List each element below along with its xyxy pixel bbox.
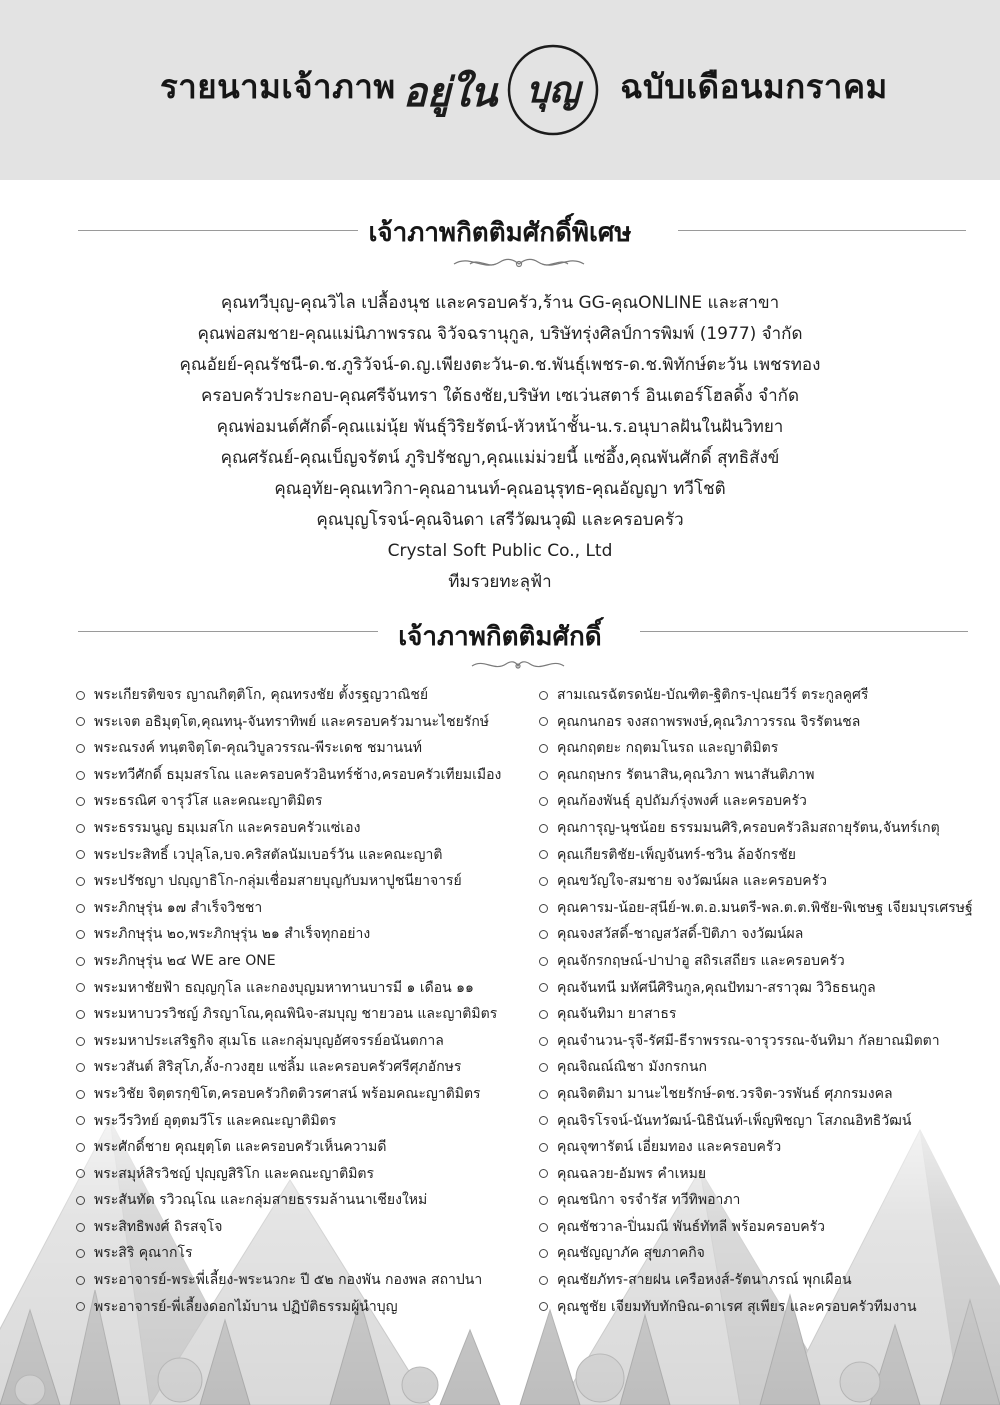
list-item-text: พระมหาบวรวิชญ์ ภิรญาโณ,คุณพินิจ-สมบุญ ชายวอน และญาติมิตร: [94, 1006, 498, 1023]
circle-bullet-icon: [76, 824, 85, 833]
list-item-text: พระสิทธิพงศ์ ถิรสจฺโจ: [94, 1218, 223, 1235]
list-item-text: คุณชัญญาภัค สุขภาคกิจ: [557, 1245, 705, 1262]
list-item: [76, 1214, 526, 1241]
special-sponsor-line: Crystal Soft Public Co., Ltd: [387, 541, 613, 561]
list-item: [539, 1267, 959, 1294]
list-item: [76, 842, 526, 869]
circle-bullet-icon: [76, 1090, 85, 1099]
circle-bullet-icon: [539, 1063, 548, 1072]
list-item: [76, 1294, 526, 1321]
list-item-text: สามเณรฉัตรดนัย-บัณฑิต-ฐิติกร-ปุณยวีร์ ตระกูลคูศรี: [557, 687, 869, 703]
circle-bullet-icon: [76, 744, 85, 753]
list-item-text: พระปรัชญา ปญฺญาธิโก-กลุ่มเชื่อมสายบุญกับมหาปูชนียาจารย์: [94, 873, 462, 890]
circle-bullet-icon: [539, 1143, 548, 1152]
list-item: [76, 895, 526, 922]
list-item: [539, 682, 959, 709]
list-item: [76, 735, 526, 762]
special-sponsor-list: [0, 288, 1000, 598]
list-item: [539, 709, 959, 736]
circle-bullet-icon: [539, 877, 548, 886]
list-item-text: พระภิกษุรุ่น ๒๐,พระภิกษุรุ่น ๒๑ สำเร็จทุกอย่าง: [94, 926, 371, 943]
list-item-text: คุณจันทิมา ยาสาธร: [557, 1006, 677, 1023]
list-item: [539, 1081, 959, 1108]
honorary-list-right: [539, 682, 973, 1320]
list-item: [539, 1108, 959, 1135]
list-item-text: คุณก้องพันธุ์ อุปถัมภ์รุ่งพงศ์ และครอบครัว: [557, 793, 807, 810]
logo-text-2: บุญ: [526, 69, 580, 111]
list-item: [539, 1187, 959, 1214]
list-item-text: พระวีรวิทย์ อุตฺตมวีโร และคณะญาติมิตร: [94, 1112, 337, 1129]
circle-bullet-icon: [539, 1090, 548, 1099]
list-item: [76, 788, 526, 815]
circle-bullet-icon: [76, 850, 85, 859]
special-sponsor-line: ทีมรวยทะลุฟ้า: [448, 572, 552, 592]
list-item: [76, 975, 526, 1002]
special-section-heading: เจ้าภาพกิตติมศักดิ์พิเศษ: [368, 218, 632, 248]
circle-bullet-icon: [76, 1196, 85, 1205]
circle-bullet-icon: [76, 1169, 85, 1178]
circle-bullet-icon: [76, 904, 85, 913]
list-item: [539, 868, 959, 895]
circle-bullet-icon: [539, 957, 548, 966]
list-item: [76, 1161, 526, 1188]
list-item-text: พระอาจารย์-พระพี่เลี้ยง-พระนวกะ ปี ๕๒ กองพัน กองพล สถาปนา: [94, 1272, 483, 1289]
circle-bullet-icon: [76, 930, 85, 939]
list-item: [539, 1240, 959, 1267]
list-item-text: พระเกียรติขจร ญาณกิตฺติโก, คุณทรงชัย ตั้งรฐญวาณิชย์: [94, 687, 429, 703]
list-item: [76, 1108, 526, 1135]
list-item: [539, 975, 959, 1002]
circle-bullet-icon: [76, 771, 85, 780]
list-item-text: คุณจำนวน-รุจี-รัศมี-ธีราพรรณ-จารุวรรณ-จันทิมา กัลยาณมิตตา: [557, 1032, 940, 1049]
list-item: [539, 948, 959, 975]
list-item: [76, 1267, 526, 1294]
circle-bullet-icon: [539, 1010, 548, 1019]
list-item: [539, 815, 959, 842]
list-item: [539, 1001, 959, 1028]
circle-bullet-icon: [539, 1196, 548, 1205]
list-item: [539, 895, 973, 922]
list-item-text: พระเจต อธิมุตฺโต,คุณทนุ-จันทราทิพย์ และครอบครัวมานะไชยรักษ์: [94, 713, 490, 730]
list-item: [539, 921, 959, 948]
circle-bullet-icon: [76, 717, 85, 726]
list-item: [539, 842, 959, 869]
list-item-text: คุณชัชวาล-ปิ่นมณี พันธ์ทัทลี พร้อมครอบครัว: [557, 1218, 825, 1235]
list-item-text: พระสิริ คุณากโร: [94, 1245, 193, 1262]
list-item: [76, 921, 526, 948]
list-item: [539, 788, 959, 815]
list-item-text: พระมหาชัยฟ้า ธญฺญกุโล และกองบุญมหาทานบารมี ๑ เดือน ๑๑: [94, 979, 474, 996]
list-item: [76, 1054, 526, 1081]
list-item-text: พระอาจารย์-พี่เลี้ยงดอกไม้บาน ปฏิบัติธรรมผู้นำบุญ: [94, 1298, 398, 1315]
list-item: [539, 1161, 959, 1188]
list-item-text: พระภิกษุรุ่น ๑๗ สำเร็จวิชชา: [94, 899, 263, 916]
special-sponsor-line: ครอบครัวประกอบ-คุณศรีจันทรา ใต้ธงชัย,บริษัท เซเว่นสตาร์ อินเตอร์โฮลดิ้ง จำกัด: [201, 386, 799, 406]
circle-bullet-icon: [539, 744, 548, 753]
circle-bullet-icon: [539, 1116, 548, 1125]
circle-bullet-icon: [539, 983, 548, 992]
header-title-left: รายนามเจ้าภาพ: [160, 67, 396, 106]
circle-bullet-icon: [539, 1276, 548, 1285]
list-item-text: คุณจุฑารัตน์ เอี่ยมทอง และครอบครัว: [557, 1139, 782, 1156]
circle-bullet-icon: [76, 691, 85, 700]
list-item: [76, 868, 526, 895]
list-item-text: คุณชูชัย เจียมทับทักษิณ-ดาเรศ สุเพียร และครอบครัวทีมงาน: [557, 1298, 917, 1315]
list-item: [76, 1187, 526, 1214]
list-item-text: พระทวีศักดิ์ ธมฺมสรโณ และครอบครัวอินทร์ช้าง,ครอบครัวเทียมเมือง: [94, 766, 502, 783]
list-item-text: คุณจักรกฤษณ์-ปาปาอู สถิรเสถียร และครอบครัว: [557, 952, 845, 969]
list-item-text: พระสันทัด รวิวณฺโณ และกลุ่มสายธรรมล้านนาเชียงใหม่: [94, 1192, 428, 1209]
list-item: [76, 1134, 526, 1161]
list-item-text: คุณจิรโรจน์-นันทวัฒน์-นิธินันท์-เพ็ญพิชญา โสภณอิทธิวัฒน์: [557, 1112, 912, 1129]
circle-bullet-icon: [76, 1223, 85, 1232]
list-item-text: พระสมุห์สิรวิชญ์ ปุญฺญสิริโก และคณะญาติมิตร: [94, 1165, 375, 1182]
special-sponsor-line: คุณพ่อสมชาย-คุณแม่นิภาพรรณ จิวัจฉรานุกูล, บริษัทรุ่งศิลป์การพิมพ์ (1977) จำกัด: [197, 324, 803, 344]
list-item-text: พระมหาประเสริฐกิจ สุเมโธ และกลุ่มบุญอัศจรรย์อนันตกาล: [94, 1032, 444, 1049]
circle-bullet-icon: [539, 850, 548, 859]
circle-bullet-icon: [76, 1276, 85, 1285]
list-item-text: คุณชนิกา จรจำรัส ทวีทิพอาภา: [557, 1192, 741, 1209]
circle-bullet-icon: [76, 877, 85, 886]
list-item: [539, 1134, 959, 1161]
circle-bullet-icon: [539, 797, 548, 806]
list-item-text: คุณฉลวย-อัมพร คำเหมย: [557, 1165, 707, 1182]
list-item-text: คุณคารม-น้อย-สุนีย์-พ.ต.อ.มนตรี-พล.ต.ต.พิชัย-พิเชษฐ เจียมบุรเศรษฐ์: [557, 899, 973, 916]
circle-bullet-icon: [539, 930, 548, 939]
list-item: [539, 1294, 959, 1321]
list-item-text: พระธรรมนูญ ธมฺเมสโก และครอบครัวแซ่เอง: [94, 819, 361, 836]
list-item-text: คุณขวัญใจ-สมชาย จงวัฒน์ผล และครอบครัว: [557, 873, 827, 890]
list-item-text: คุณจิณณ์ณิชา มังกรกนก: [557, 1059, 707, 1076]
special-sponsor-line: คุณทวีบุญ-คุณวิไล เปลื้องนุช และครอบครัว,ร้าน GG-คุณONLINE และสาขา: [220, 293, 780, 313]
circle-bullet-icon: [76, 1143, 85, 1152]
list-item: [539, 735, 959, 762]
circle-bullet-icon: [76, 1063, 85, 1072]
list-item-text: พระศักดิ์ชาย คุณยุตฺโต และครอบครัวเห็นความดี: [94, 1139, 387, 1156]
list-item-text: คุณเกียรติชัย-เพ็ญจันทร์-ชวิน ล้อจักรชัย: [557, 846, 796, 863]
list-item: [76, 682, 526, 709]
list-item: [76, 1001, 526, 1028]
special-sponsor-line: คุณบุญโรจน์-คุณจินดา เสรีวัฒนวุฒิ และครอบครัว: [316, 510, 684, 530]
list-item-text: คุณชัยภัทร-สายฝน เครือหงส์-รัตนาภรณ์ พุกเผือน: [557, 1272, 852, 1289]
special-sponsor-line: คุณศรัณย์-คุณเบ็ญจรัตน์ ภูริปรัชญา,คุณแม่ม่วยนี้ แซ่อึ้ง,คุณพันศักดิ์ สุทธิสังข์: [220, 448, 780, 468]
circle-bullet-icon: [539, 717, 548, 726]
flourish-ornament: [450, 252, 588, 274]
list-item-text: คุณการุญ-นุชน้อย ธรรมมนศิริ,ครอบครัวลิมสถายุรัตน,จันทร์เกตุ: [557, 819, 940, 836]
list-item-text: คุณกฤตยะ กฤตมโนรถ และญาติมิตร: [557, 740, 779, 757]
list-item: [76, 1081, 526, 1108]
honorary-list-left: [76, 682, 526, 1320]
circle-bullet-icon: [539, 1037, 548, 1046]
list-item-text: คุณจิตติมา มานะไชยรักษ์-ดช.วรจิต-วรพันธ์ ศุภกรมงคล: [557, 1085, 893, 1102]
list-item: [76, 948, 526, 975]
circle-bullet-icon: [539, 1249, 548, 1258]
list-item: [76, 762, 526, 789]
list-item-text: พระภิกษุรุ่น ๒๔ WE are ONE: [94, 952, 276, 969]
circle-bullet-icon: [539, 1302, 548, 1311]
list-item: [76, 709, 526, 736]
list-item-text: พระวิชัย จิตฺตรกฺขิโต,ครอบครัวกิตติวรศาสน์ พร้อมคณะญาติมิตร: [94, 1085, 481, 1102]
list-item-text: พระวสันต์ สิริสุโภ,ลั้ง-กวงฮุย แซ่ลิ้ม และครอบครัวศรีศุภอักษร: [94, 1059, 462, 1076]
flourish-ornament: [468, 656, 568, 674]
circle-bullet-icon: [76, 1037, 85, 1046]
special-sponsor-line: คุณอุทัย-คุณเทวิกา-คุณอานนท์-คุณอนุรุทธ-คุณอัญญา ทวีโชติ: [274, 479, 726, 499]
list-item-text: พระประสิทธิ์ เวปุลฺโล,บจ.คริสตัลนัมเบอร์วัน และคณะญาติ: [94, 846, 443, 863]
special-sponsor-line: คุณพ่อมนต์ศักดิ์-คุณแม่นุ้ย พันธุ์วิริยรัตน์-หัวหน้าชั้น-น.ร.อนุบาลฝันในฝันวิทยา: [216, 417, 784, 437]
list-item-text: คุณกนกอร จงสถาพรพงษ์,คุณวิภาวรรณ จิรรัตนชล: [557, 713, 861, 730]
list-item: [539, 762, 959, 789]
circle-bullet-icon: [76, 797, 85, 806]
list-item-text: คุณกฤษกร รัตนาสิน,คุณวิภา พนาสันติภาพ: [557, 766, 815, 783]
circle-bullet-icon: [539, 824, 548, 833]
list-item-text: พระธรณิศ จารุวํโส และคณะญาติมิตร: [94, 793, 323, 810]
honorary-section-heading: เจ้าภาพกิตติมศักดิ์: [398, 622, 602, 652]
logo-text-1: อยู่ใน: [402, 69, 498, 116]
circle-bullet-icon: [76, 983, 85, 992]
circle-bullet-icon: [76, 1010, 85, 1019]
header-title-right: ฉบับเดือนมกราคม: [620, 67, 888, 106]
special-sponsor-line: คุณอัยย์-คุณรัชนี-ด.ช.ภูริวัจน์-ด.ญ.เพียงตะวัน-ด.ช.พันธุ์เพชร-ด.ช.พิทักษ์ตะวัน เพชรทอง: [179, 355, 821, 375]
list-item: [539, 1028, 959, 1055]
list-item: [539, 1054, 959, 1081]
circle-bullet-icon: [76, 1302, 85, 1311]
list-item: [539, 1214, 959, 1241]
list-item-text: พระณรงค์ ทนฺตจิตฺโต-คุณวิบูลวรรณ-พีระเดช ชมานนท์: [94, 740, 422, 757]
circle-bullet-icon: [539, 771, 548, 780]
circle-bullet-icon: [76, 1249, 85, 1258]
ayu-nai-bun-logo: [388, 40, 618, 140]
circle-bullet-icon: [539, 1169, 548, 1178]
circle-bullet-icon: [76, 1116, 85, 1125]
list-item-text: คุณจงสวัสดิ์-ชาญสวัสดิ์-ปิติภา จงวัฒน์ผล: [557, 926, 804, 943]
circle-bullet-icon: [539, 1223, 548, 1232]
header-band: [0, 0, 1000, 180]
list-item: [76, 815, 526, 842]
list-item: [76, 1028, 526, 1055]
list-item: [76, 1240, 526, 1267]
list-item-text: คุณจันทนี มหัศนีศิรินกูล,คุณปัทมา-สราวุฒ วิวิธธนกูล: [557, 979, 876, 996]
circle-bullet-icon: [539, 691, 548, 700]
circle-bullet-icon: [539, 904, 548, 913]
circle-bullet-icon: [76, 957, 85, 966]
